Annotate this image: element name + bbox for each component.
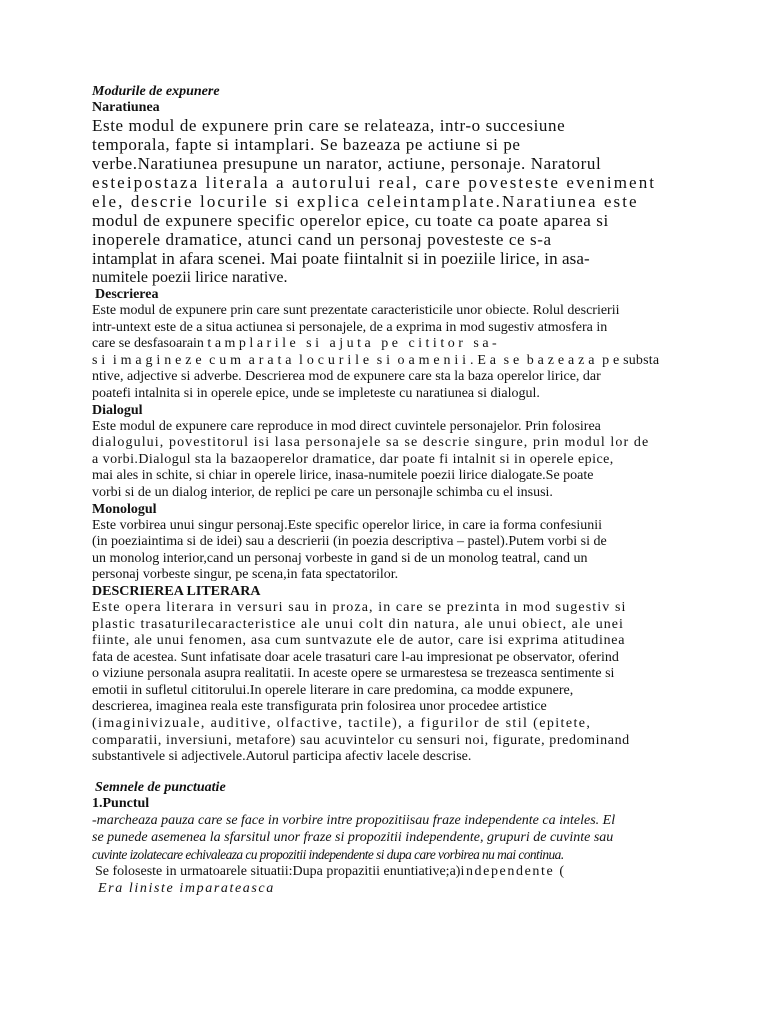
text-line: poatefi intalnita si in operele epice, unde se impleteste cu naratiunea si dialogul. — [92, 385, 540, 401]
heading-naratiunea: Naratiunea — [92, 100, 160, 115]
condensed-text: cuvinte izolatecare echivaleaza cu propozitii independente si dupa care vorbirea nu mai continua. — [92, 846, 564, 862]
paragraph-descrierea-literara — [92, 600, 682, 766]
paragraph-monologul — [92, 518, 682, 584]
text-line: s i i m a g i n e z e c u m a r a t a l o c u r i l e s i o a m e n i i . E a s e b a z e a z a p e substa — [92, 352, 660, 368]
heading-punctul: 1.Punctul — [92, 795, 150, 811]
heading-descrierea-literara: DESCRIEREA LITERARA — [92, 583, 261, 599]
usage-line — [92, 864, 682, 881]
text-line: fiinte, ale unui fenomen, asa cum suntvazute ele de autor, care isi exprima atitudinea — [92, 633, 626, 649]
paragraph-naratiunea — [92, 116, 682, 287]
paragraph-dialogul — [92, 419, 682, 502]
text-line-condensed — [92, 846, 682, 864]
paragraph-punctul — [92, 812, 682, 898]
text-line: emotii in sufletul cititorului.In operele literare in care predomina, ca modde expunere, — [92, 682, 574, 698]
heading-dialogul: Dialogul — [92, 402, 143, 418]
usage-text-spaced: independente ( — [460, 863, 566, 879]
text-line: verbe.Naratiunea presupune un narator, actiune, personaje. Naratorul — [92, 154, 602, 173]
text-line: fata de acestea. Sunt infatisate doar acele trasaturi care l-au impresionat pe observator, oferind — [92, 649, 619, 665]
usage-text: Se foloseste in urmatoarele situatii:Dupa propazitii enuntiative;a) — [95, 863, 461, 879]
text-line: personaj vorbeste singur, pe scena,in fata spectatorilor. — [92, 567, 399, 583]
text-line: numitele poezii lirice narative. — [92, 269, 288, 286]
text-line: (imaginivizuale, auditive, olfactive, tactile), a figurilor de stil (epitete, — [92, 716, 592, 732]
document-title: Modurile de expunere — [92, 84, 220, 99]
text-line: descrierea, imaginea reala este transfigurata prin folosirea unor procedee artistice — [92, 699, 547, 715]
text-line: care se desfasoarain t a m p l a r i l e s i a j u t a p e c i t i t o r s a - — [92, 336, 497, 352]
text-line: dialogului, povestitorul isi lasa personajele sa se descrie singure, prin modul lor de — [92, 435, 650, 451]
document-page — [92, 84, 682, 897]
text-line: plastic trasaturilecaracteristice ale unui colt din natura, ale unui obiect, ale unei — [92, 616, 624, 632]
text-line: intamplat in afara scenei. Mai poate fiintalnit si in poeziile lirice, in asa- — [92, 249, 590, 268]
text-line: comparatii, inversiuni, metafore) sau acuvintelor cu sensuri noi, figurate, predominand — [92, 732, 630, 748]
text-line: intr-untext este de a situa actiunea si personajele, de a exprima in mod sugestiv atmosfera in — [92, 319, 608, 335]
text-line: Este modul de expunere prin care sunt prezentate caracteristicile unor obiecte. Rolul descrierii — [92, 303, 620, 318]
text-line: ntive, adjective si adverbe. Descrierea mod de expunere care sta la baza operelor lirice, dar — [92, 369, 601, 385]
text-line: un monolog interior,cand un personaj vorbeste in gand si de un monolog teatral, cand un — [92, 550, 588, 566]
text-line: (in poeziaintima si de idei) sau a descrierii (in poezia descriptiva – pastel).Putem vorbi si de — [92, 534, 607, 550]
heading-semnele-de-punctuatie: Semnele de punctuatie — [95, 779, 226, 795]
heading-descrierea: Descrierea — [95, 287, 159, 302]
text-line: Este modul de expunere care reproduce in mod direct cuvintele personajelor. Prin folosirea — [92, 418, 601, 434]
text-line: -marcheaza pauza care se face in vorbire intre propozitiisau fraze independente ca inteles. El — [92, 812, 616, 828]
heading-monologul: Monologul — [92, 501, 157, 517]
text-line: esteipostaza literala a autorului real, care povesteste eveniment — [92, 173, 657, 192]
text-line: temporala, fapte si intamplari. Se bazeaza pe actiune si pe — [92, 135, 521, 154]
example-text: Era liniste imparateasca — [98, 881, 275, 897]
text-line: Este modul de expunere prin care se relateaza, intr-o succesiune — [92, 116, 566, 135]
spacer — [92, 766, 682, 780]
paragraph-descrierea — [92, 303, 682, 403]
text-line: inoperele dramatice, atunci cand un personaj povesteste ce s-a — [92, 230, 552, 249]
text-line: Este opera literara in versuri sau in proza, in care se prezinta in mod sugestiv si — [92, 599, 627, 615]
text-line: vorbi si de un dialog interior, de replici pe care un personajle schimba cu el insusi. — [92, 484, 553, 500]
text-line: o viziune personala asupra realitatii. In aceste opere se urmarestesa se trezeasca sentimente si — [92, 666, 615, 682]
text-line: modul de expunere specific operelor epice, cu toate ca poate aparea si — [92, 211, 609, 230]
text-line: a vorbi.Dialogul sta la bazaoperelor dramatice, dar poate fi intalnit si in operele epice, — [92, 451, 614, 467]
text-line: se punede asemenea la sfarsitul unor fraze si propozitii independente, grupuri de cuvinte sau — [92, 829, 614, 845]
text-line: ele, descrie locurile si explica celeintamplate.Naratiunea este — [92, 192, 639, 211]
text-line: Este vorbirea unui singur personaj.Este specific operelor lirice, in care ia forma confesiunii — [92, 517, 603, 533]
text-line: mai ales in schite, si chiar in operele lirice, inasa-numitele poezii lirice dialogate.Se poate — [92, 468, 594, 484]
text-line: substantivele si adjectivele.Autorul participa afectiv lacele descrise. — [92, 749, 472, 765]
